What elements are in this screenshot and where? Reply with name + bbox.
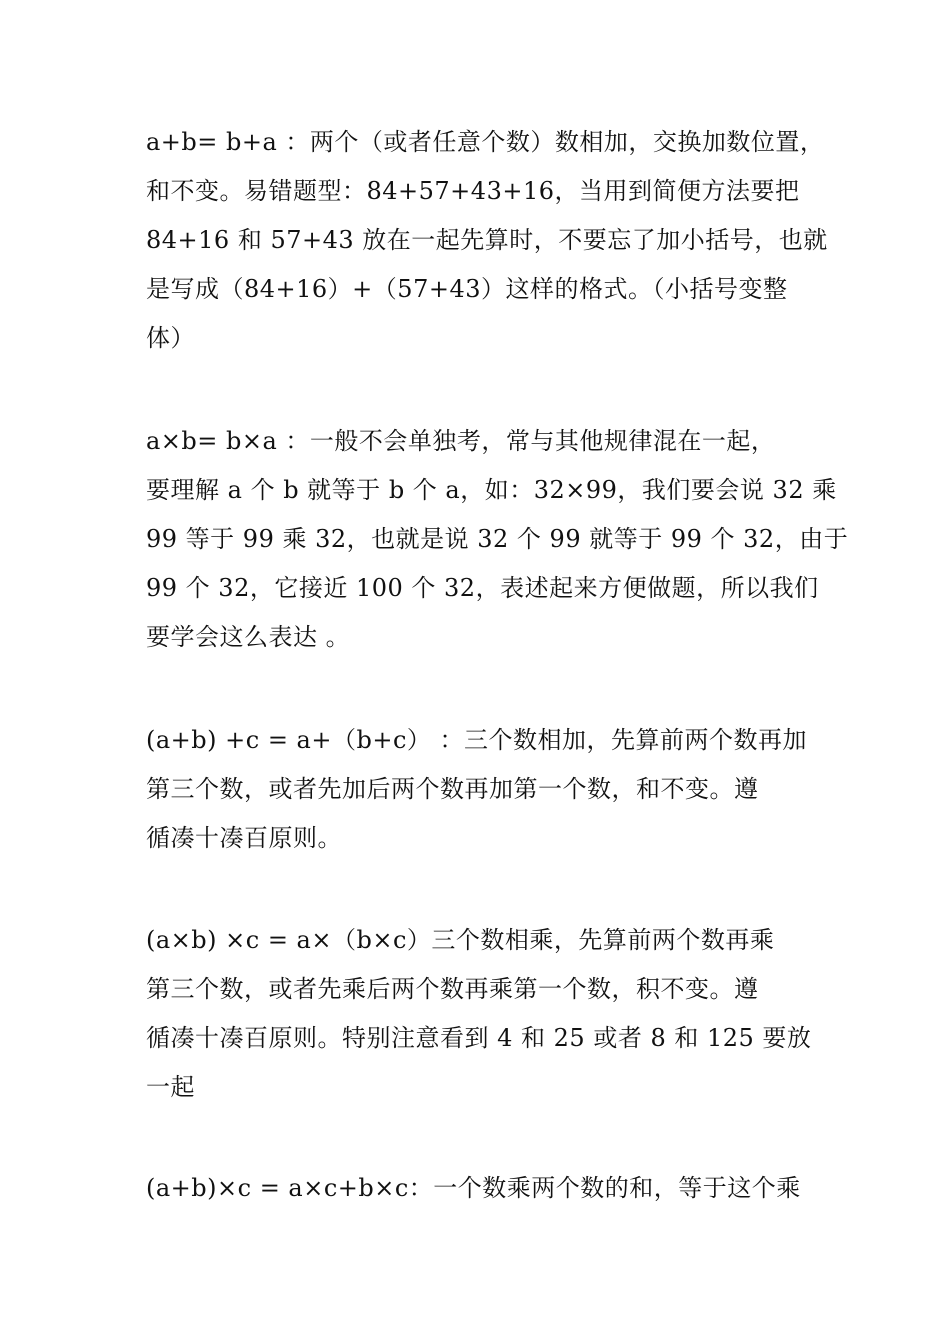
text-line: a+b= b+a ：两个（或者任意个数）数相加，交换加数位置，: [146, 128, 825, 156]
paragraph-addition-commutative: [146, 118, 826, 363]
text-line: (a×b) ×c = a×（b×c）三个数相乘，先算前两个数再乘: [146, 926, 775, 954]
text-line: a×b= b×a ：一般不会单独考，常与其他规律混在一起，: [146, 427, 776, 455]
text-line: 和不变。易错题型：84+57+43+16，当用到简便方法要把: [146, 177, 800, 205]
text-line: 循凑十凑百原则。特别注意看到 4 和 25 或者 8 和 125 要放: [146, 1024, 812, 1052]
text-line: 一起: [146, 1073, 195, 1101]
text-line: 84+16 和 57+43 放在一起先算时，不要忘了加小括号，也就: [146, 226, 828, 254]
text-line: 第三个数，或者先乘后两个数再乘第一个数，积不变。遵: [146, 975, 759, 1003]
paragraph-multiplication-associative: [146, 916, 826, 1112]
paragraph-multiplication-commutative: [146, 417, 849, 662]
text-line: 99 个 32，它接近 100 个 32，表述起来方便做题，所以我们: [146, 574, 819, 602]
text-line: 99 等于 99 乘 32，也就是说 32 个 99 就等于 99 个 32，由于: [146, 525, 849, 553]
text-line: 要学会这么表达 。: [146, 623, 351, 651]
text-line: 要理解 a 个 b 就等于 b 个 a，如：32×99，我们要会说 32 乘: [146, 476, 837, 504]
text-line: (a+b)×c = a×c+b×c：一个数乘两个数的和，等于这个乘: [146, 1174, 801, 1202]
text-line: 是写成（84+16）+（57+43）这样的格式。（小括号变整: [146, 275, 788, 303]
paragraph-distributive: [146, 1164, 826, 1213]
text-line: 体）: [146, 324, 195, 352]
paragraph-addition-associative: [146, 716, 826, 863]
text-line: 第三个数，或者先加后两个数再加第一个数，和不变。遵: [146, 775, 759, 803]
text-line: (a+b) +c = a+（b+c） ：三个数相加，先算前两个数再加: [146, 726, 808, 754]
text-line: 循凑十凑百原则。: [146, 824, 342, 852]
